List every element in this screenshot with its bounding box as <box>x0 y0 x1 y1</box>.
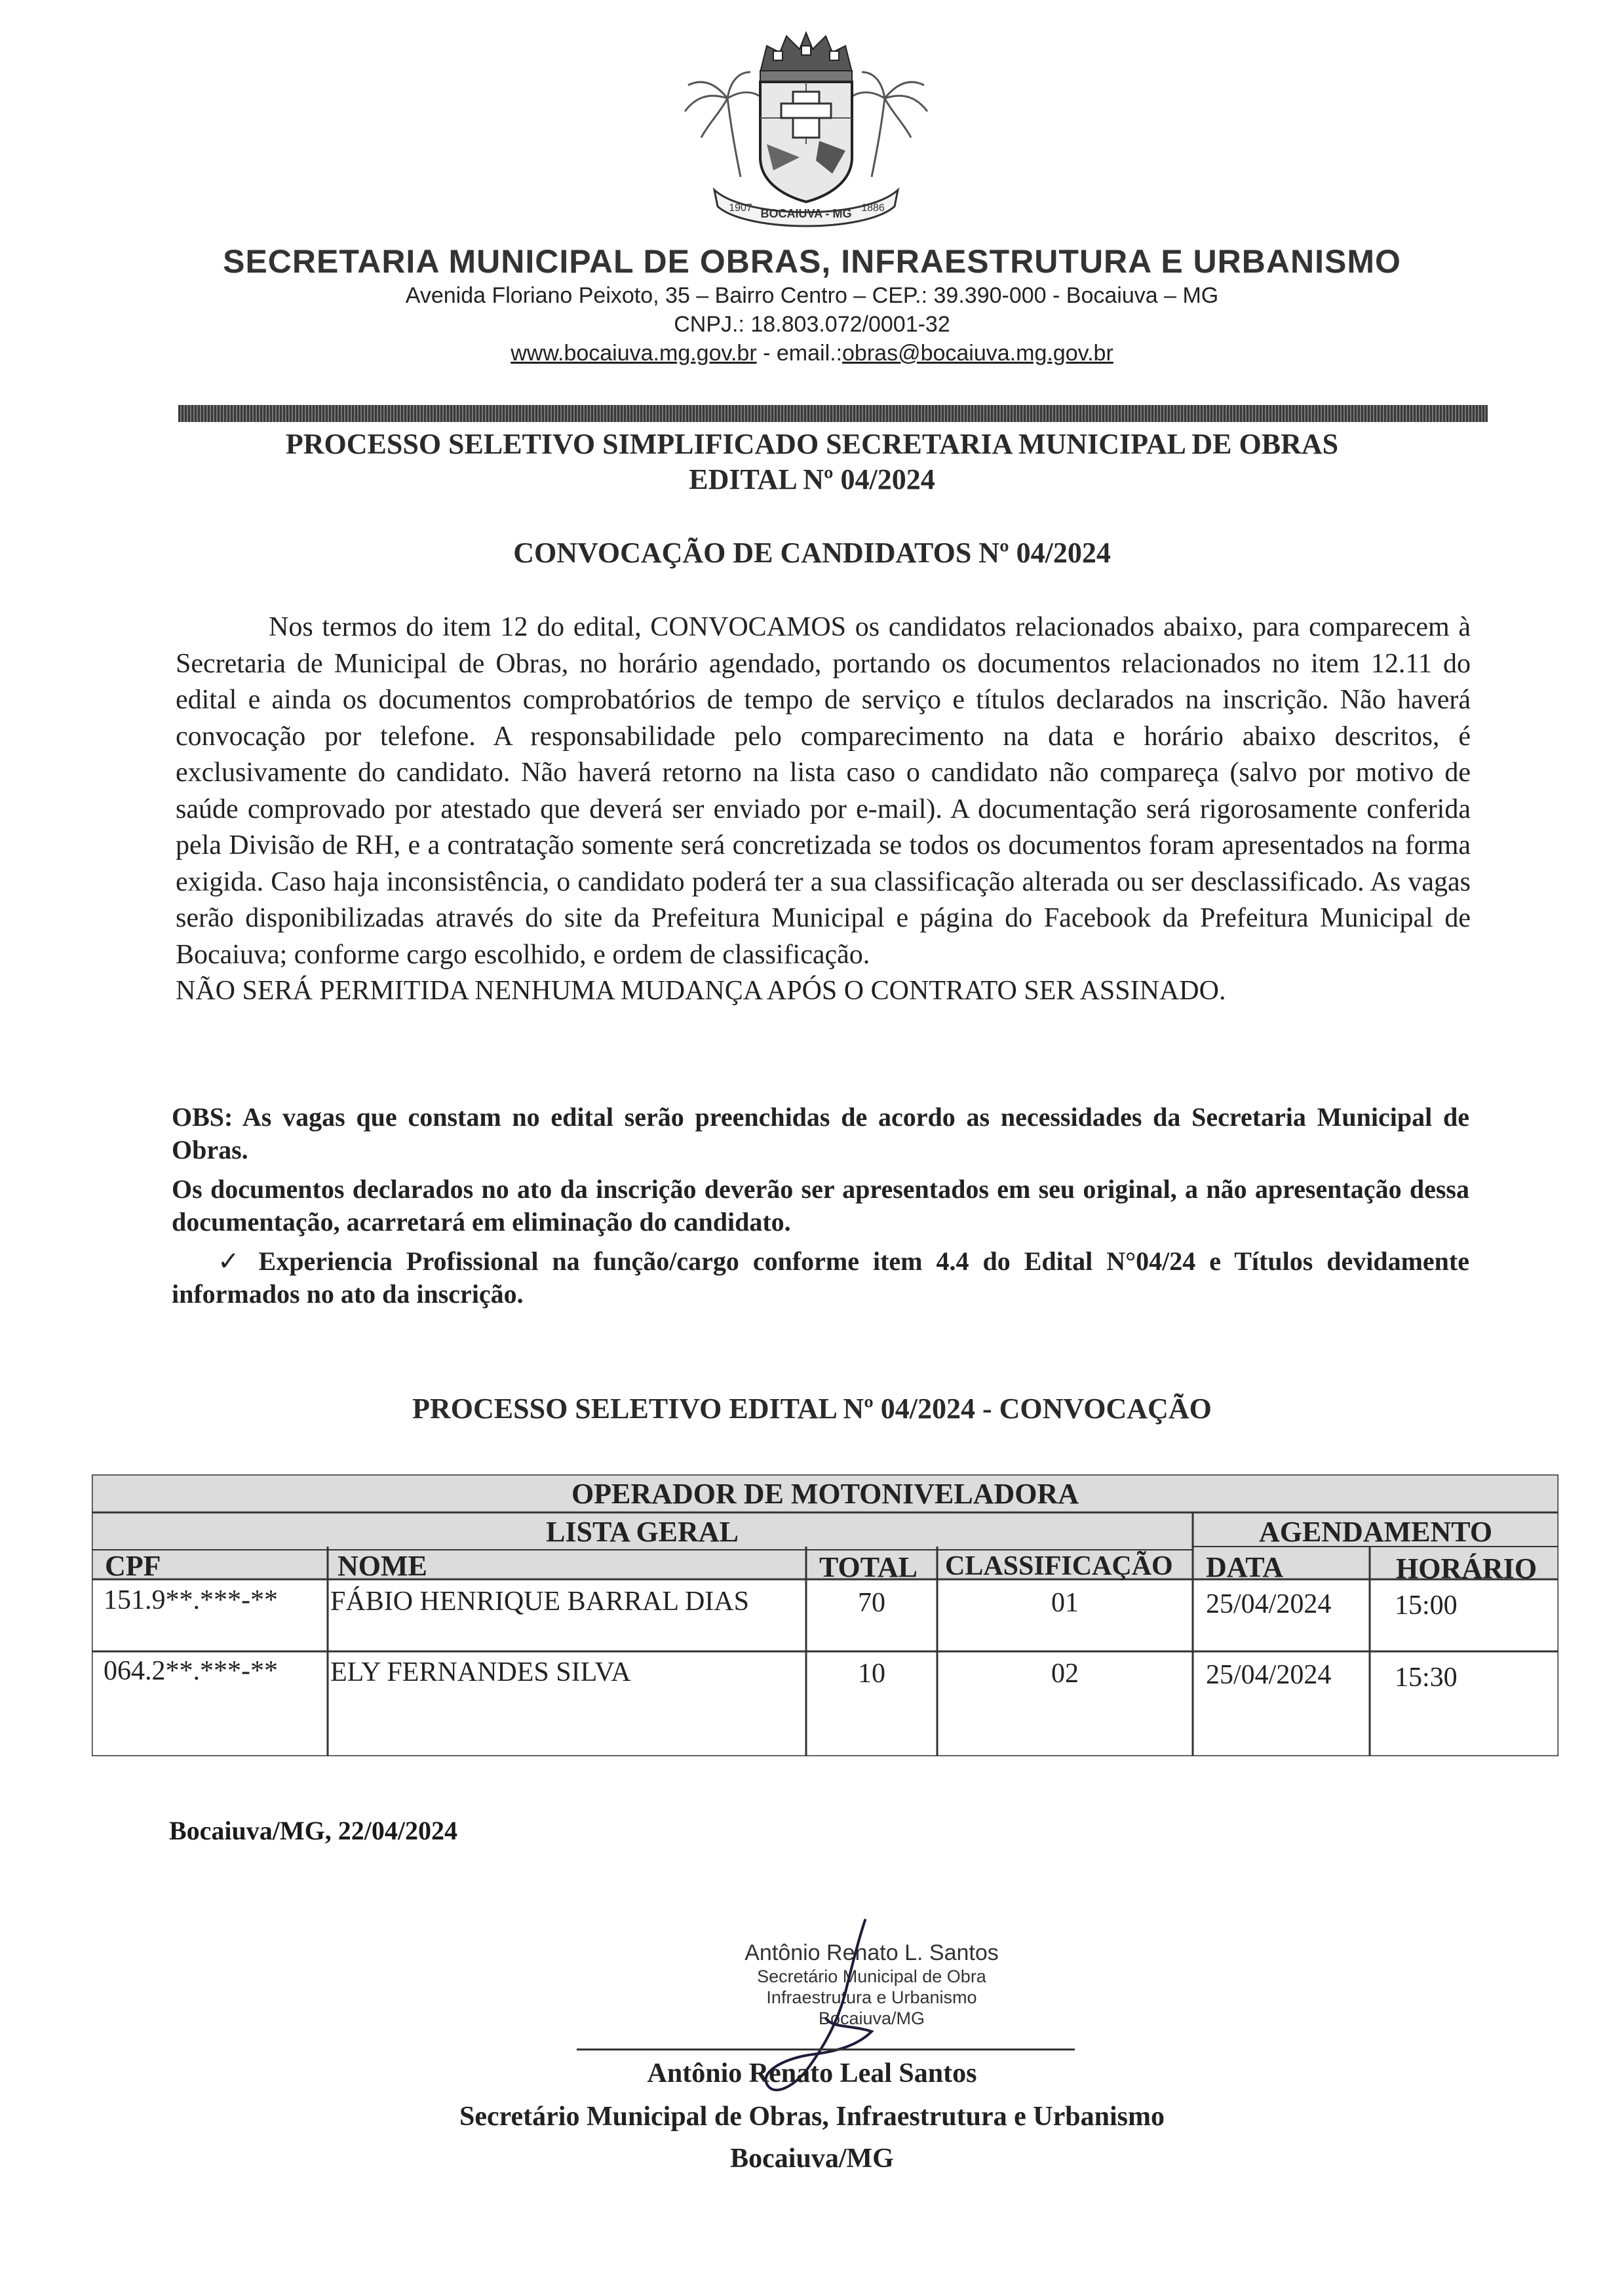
convocation-title: CONVOCAÇÃO DE CANDIDATOS Nº 04/2024 <box>513 537 1111 569</box>
experience-note <box>172 1245 1469 1311</box>
email-link[interactable]: obras@bocaiuva.mg.gov.br <box>842 341 1113 366</box>
row1-nome: FÁBIO HENRIQUE BARRAL DIAS <box>330 1587 749 1617</box>
process-title: PROCESSO SELETIVO SIMPLIFICADO SECRETARIA MUNICIPAL DE OBRAS <box>285 428 1339 460</box>
row1-data: 25/04/2024 <box>1206 1589 1332 1619</box>
agendamento-header: AGENDAMENTO <box>1258 1516 1493 1548</box>
place-and-date: Bocaiuva/MG, 22/04/2024 <box>169 1816 457 1845</box>
body-text: Nos termos do item 12 do edital, CONVOCAMOS os candidatos relacionados abaixo, para comparecem à Secretaria de Municipal de Obras, no horário agendado, portando os documentos relacionados no item 12.11 do edital e ainda os documentos comprobatórios de tempo de serviço e títulos declarados na inscrição. Não haverá convocação por telefone. A responsabilidade pelo comparecimento na data e horário abaixo descritos, é exclusivamente do candidato. Não haverá retorno na lista caso o candidato não compareça (salvo por motivo de saúde comprovado por atestado que deverá ser enviado por e-mail). A documentação será rigorosamente conferida pela Divisão de RH, e a contratação somente será concretizada se todos os documentos foram apresentados na forma exigida. Caso haja inconsistência, o candidato poderá ter a sua classificação alterada ou ser desclassificado. As vagas serão disponibilizadas através do site da Prefeitura Municipal e página do Facebook da Prefeitura Municipal de Bocaiuva; conforme cargo escolhido, e ordem de classificação. <box>176 612 1471 970</box>
checkmark-icon: ✓ <box>218 1246 247 1276</box>
row1-horario: 15:00 <box>1395 1590 1458 1621</box>
edital-number: EDITAL Nº 04/2024 <box>689 463 935 495</box>
col-header-horario: HORÁRIO <box>1396 1552 1537 1585</box>
documents-note: Os documentos declarados no ato da inscrição deverão ser apresentados em seu original, a não apresentação dessa documentação, acarretará em eliminação do candidato. <box>172 1174 1469 1237</box>
crest-year-left: 1907 <box>729 202 752 214</box>
crest-year-right: 1886 <box>861 202 885 214</box>
body-paragraph <box>176 609 1471 1010</box>
stamp-line: Bocaiuva/MG <box>818 2009 925 2028</box>
experience-note-text: Experiencia Profissional na função/cargo conforme item 4.4 do Edital N°04/24 e Títulos devidamente informados no ato da inscrição. <box>172 1246 1470 1309</box>
col-header-total: TOTAL <box>819 1551 918 1583</box>
uppercase-notice: NÃO SERÁ PERMITIDA NENHUMA MUDANÇA APÓS O CONTRATO SER ASSINADO. <box>176 976 1226 1006</box>
cargo-header: OPERADOR DE MOTONIVELADORA <box>571 1478 1079 1510</box>
municipal-coat-of-arms-logo <box>668 26 944 236</box>
row2-total: 10 <box>858 1659 885 1689</box>
stamp-name: Antônio Renato L. Santos <box>744 1940 999 1965</box>
header-divider <box>178 405 1488 422</box>
crest-ribbon-text: BOCAIUVA - MG <box>760 207 852 220</box>
row1-cpf: 151.9**.***-** <box>104 1585 278 1615</box>
row1-total: 70 <box>858 1588 885 1618</box>
candidates-table <box>92 1474 1558 1756</box>
address-line: Avenida Floriano Peixoto, 35 – Bairro Centro – CEP.: 39.390-000 - Bocaiuva – MG <box>405 283 1219 308</box>
row1-classificacao: 01 <box>1051 1588 1079 1618</box>
row2-classificacao: 02 <box>1051 1659 1079 1689</box>
contact-line <box>0 341 1624 366</box>
email-label: - email.: <box>756 341 843 366</box>
website-link[interactable]: www.bocaiuva.mg.gov.br <box>511 341 757 366</box>
col-header-classificacao: CLASSIFICAÇÃO <box>945 1551 1173 1581</box>
stamp-line: Secretário Municipal de Obra <box>757 1967 986 1986</box>
row2-horario: 15:30 <box>1395 1663 1458 1693</box>
row2-cpf: 064.2**.***-** <box>104 1656 278 1686</box>
stamp-line: Infraestrutura e Urbanismo <box>766 1988 977 2007</box>
signer-name: Antônio Renato Leal Santos <box>647 2058 977 2088</box>
col-header-cpf: CPF <box>105 1550 161 1582</box>
col-header-nome: NOME <box>338 1550 427 1582</box>
row2-nome: ELY FERNANDES SILVA <box>330 1657 631 1687</box>
cnpj-line: CNPJ.: 18.803.072/0001-32 <box>674 312 950 337</box>
col-header-data: DATA <box>1206 1551 1284 1583</box>
row2-data: 25/04/2024 <box>1206 1660 1332 1690</box>
table-title: PROCESSO SELETIVO EDITAL Nº 04/2024 - CONVOCAÇÃO <box>412 1393 1212 1425</box>
signature-line <box>577 2049 1075 2050</box>
secretaria-title: SECRETARIA MUNICIPAL DE OBRAS, INFRAESTRUTURA E URBANISMO <box>223 243 1401 280</box>
obs-note: OBS: As vagas que constam no edital serão preenchidas de acordo as necessidades da Secretaria Municipal de Obras. <box>172 1102 1469 1164</box>
signer-role: Secretário Municipal de Obras, Infraestrutura e Urbanismo <box>459 2102 1165 2132</box>
lista-geral-header: LISTA GERAL <box>546 1516 739 1548</box>
signer-city: Bocaiuva/MG <box>730 2144 894 2174</box>
